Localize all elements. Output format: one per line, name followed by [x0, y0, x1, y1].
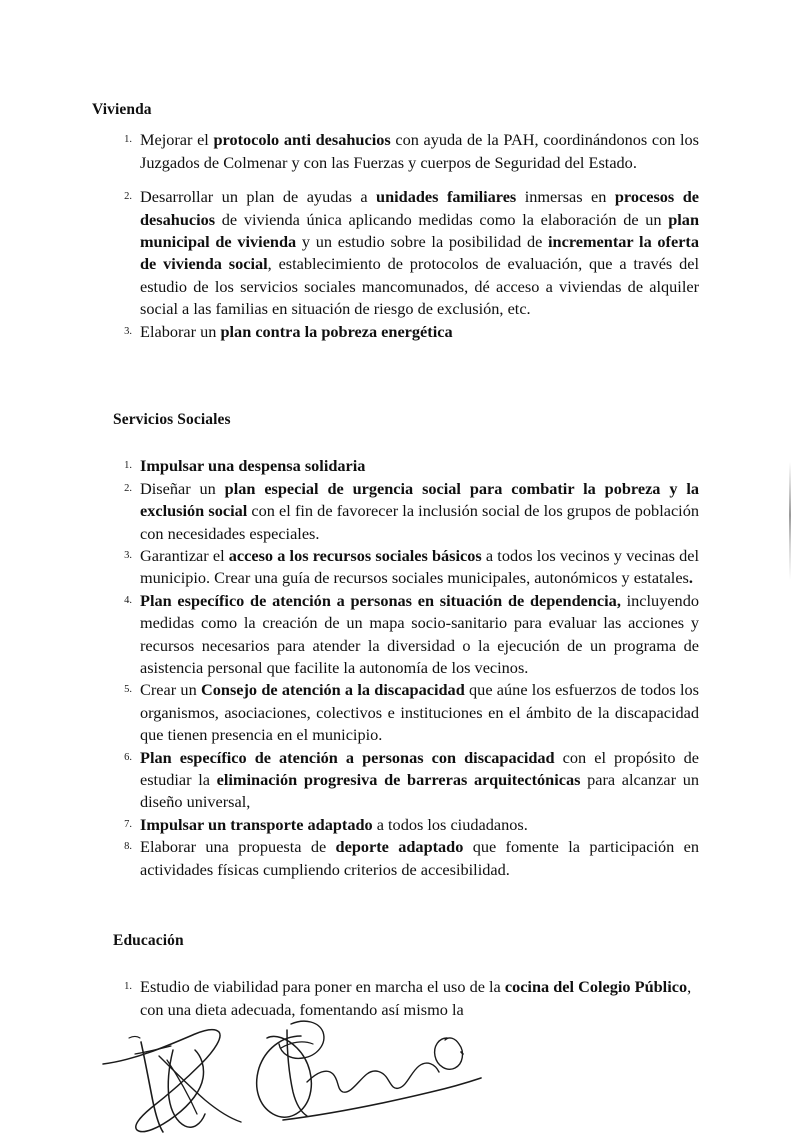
- signature-block: [95, 1016, 515, 1144]
- list-item-text: Elaborar un plan contra la pobreza energética: [140, 321, 453, 341]
- list-item: [124, 976, 699, 1021]
- list-item-text: Crear un Consejo de atención a la discapacidad que aúne los esfuerzos de todos los organismos, asociaciones, colectivos e instituciones en el ámbito de la discapacidad que tienen presencia en el municipio.: [140, 680, 700, 745]
- list-item-text: Estudio de viabilidad para poner en marcha el uso de la cocina del Colegio Público, con una dieta adecuada, fomentando así mismo la: [140, 977, 692, 1019]
- list-item-text: Diseñar un plan especial de urgencia social para combatir la pobreza y la exclusión social con el fin de favorecer la inclusión social de los grupos de población con necesidades especiales.: [140, 478, 700, 543]
- list-item-text: Impulsar una despensa solidaria: [140, 456, 366, 476]
- list-item-number: 8.: [124, 841, 132, 853]
- list-item-number: 3.: [124, 550, 132, 561]
- list-item-text: Impulsar un transporte adaptado a todos los ciudadanos.: [140, 814, 528, 834]
- heading-spacer: [0, 429, 811, 455]
- section-heading-servicios-sociales: Servicios Sociales: [113, 411, 231, 428]
- list-item: [124, 814, 699, 836]
- list-item-number: 1.: [124, 134, 132, 146]
- section-heading-vivienda: Vivienda: [92, 101, 152, 118]
- list-item: [124, 747, 699, 814]
- list-item-number: 1.: [124, 981, 132, 993]
- list-item-text: Plan específico de atención a personas en situación de dependencia, incluyendo medidas como la creación de un mapa socio-sanitario para evaluar las acciones y recursos necesarios para atender la diversidad o la ejecución de un programa de asistencia personal que facilite la autonomía de los vecinos.: [140, 590, 699, 678]
- list-item: [124, 545, 699, 590]
- list-item: [124, 455, 699, 477]
- list-item: [124, 186, 699, 320]
- list-educacion: [0, 976, 811, 1021]
- list-item-text: Plan específico de atención a personas con discapacidad con el propósito de estudiar la eliminación progresiva de barreras arquitectónicas para alcanzar un diseño universal,: [140, 747, 699, 812]
- section-educacion: [0, 931, 811, 1021]
- list-item-text: Garantizar el acceso a los recursos sociales básicos a todos los vecinos y vecinas del municipio. Crear una guía de recursos sociales municipales, autonómicos y estatales.: [140, 546, 699, 588]
- list-item: [124, 129, 699, 174]
- list-item-number: 4.: [124, 594, 132, 606]
- list-item-number: 5.: [124, 684, 132, 696]
- list-item: [124, 478, 700, 545]
- section-heading-educacion: Educación: [113, 932, 184, 949]
- list-item-number: 6.: [124, 751, 132, 763]
- heading-spacer: [0, 119, 811, 129]
- list-item-number: 3.: [124, 325, 132, 337]
- list-item-text: Mejorar el protocolo anti desahucios con ayuda de la PAH, coordinándonos con los Juzgados de Colmenar y con las Fuerzas y cuerpos de Seguridad del Estado.: [140, 130, 699, 172]
- list-item: [124, 321, 699, 343]
- signature-ink: [95, 1016, 515, 1144]
- list-item: [124, 679, 700, 746]
- heading-spacer: [0, 950, 811, 976]
- section-servicios-sociales: [0, 410, 811, 881]
- section-vivienda: [0, 100, 811, 343]
- list-item-number: 1.: [124, 460, 132, 472]
- list-item-number: 7.: [124, 818, 132, 830]
- list-item-number: 2.: [124, 482, 132, 494]
- list-servicios-sociales: [0, 455, 811, 881]
- list-item: [124, 836, 699, 881]
- list-item-text: Elaborar una propuesta de deporte adaptado que fomente la participación en actividades físicas cumpliendo criterios de accesibilidad.: [140, 837, 699, 879]
- list-vivienda: [0, 129, 811, 343]
- list-item: [124, 590, 699, 680]
- list-item-text: Desarrollar un plan de ayudas a unidades familiares inmersas en procesos de desahucios de vivienda única aplicando medidas como la elaboración de un plan municipal de vivienda y un estudio sobre la posibilidad de incrementar la oferta de vivienda social, establecimiento de protocolos de evaluación, que a través del estudio de los servicios sociales mancomunados, dé acceso a viviendas de alquiler social a las familias en situación de riesgo de exclusión, etc.: [140, 187, 699, 319]
- list-item-number: 2.: [124, 191, 132, 203]
